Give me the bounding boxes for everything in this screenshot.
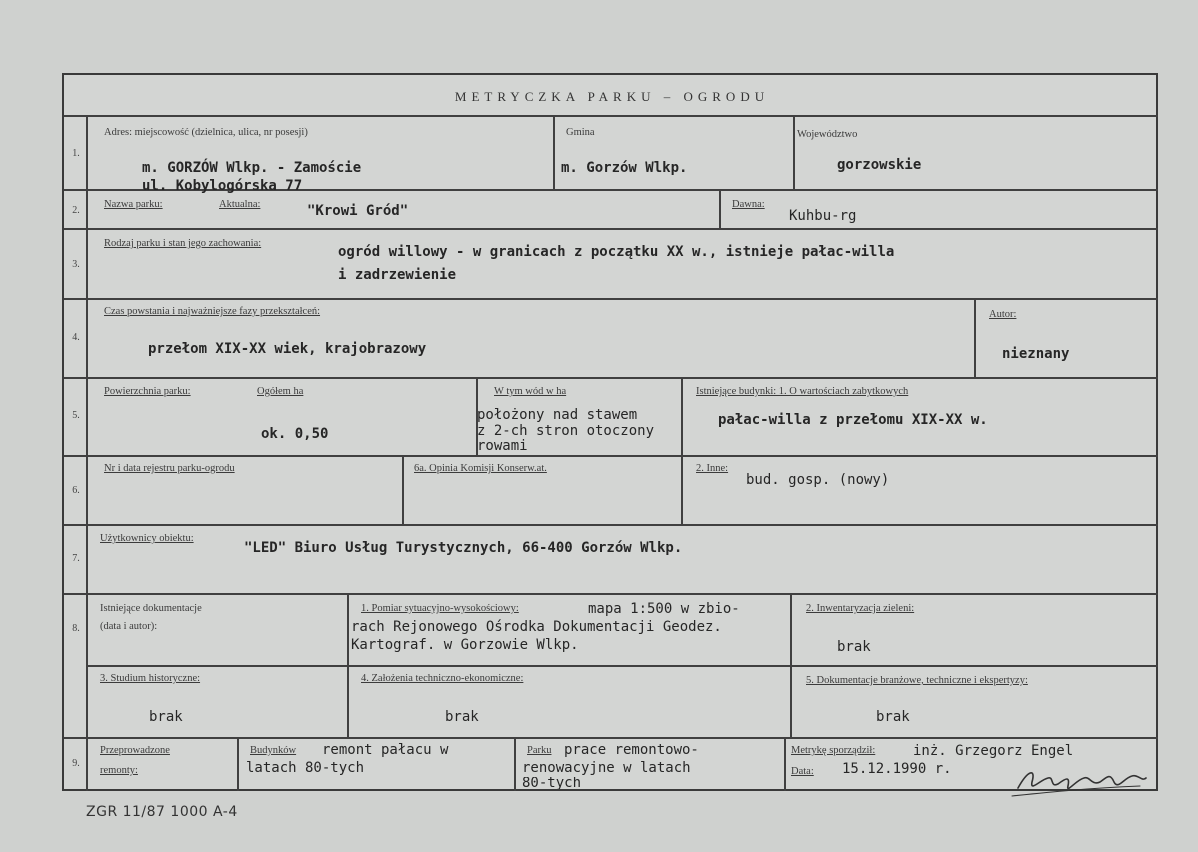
- row-divider: [64, 298, 1158, 300]
- branch-docs-value: brak: [876, 709, 910, 725]
- col-divider: [974, 298, 976, 377]
- number-column-divider: [86, 115, 88, 791]
- other-buildings-label: 2. Inne:: [696, 463, 729, 474]
- col-divider: [514, 737, 516, 791]
- branch-docs-label: 5. Dokumentacje branżowe, techniczne i ekspertyzy:: [806, 675, 1028, 686]
- tech-economic-value: brak: [445, 709, 479, 725]
- row-number: 1.: [72, 148, 80, 159]
- greenery-inventory-value: brak: [837, 639, 871, 655]
- survey-label: 1. Pomiar sytuacyjno-wysokościowy:: [361, 603, 519, 614]
- survey-line-2: rach Rejonowego Ośrodka Dokumentacji Geodez.: [351, 619, 722, 635]
- col-divider: [719, 189, 721, 228]
- row-divider: [64, 455, 1158, 457]
- total-area-value: ok. 0,50: [261, 426, 329, 442]
- author-label: Autor:: [989, 309, 1017, 320]
- greenery-inventory-label: 2. Inwentaryzacja zieleni:: [806, 603, 915, 614]
- address-label: Adres: miejscowość (dzielnica, ulica, nr posesji): [104, 127, 308, 138]
- date-label: Data:: [791, 766, 814, 777]
- form-code-footer: ZGR 11/87 1000 A-4: [86, 804, 238, 820]
- voivodeship-label: Województwo: [797, 129, 858, 140]
- current-name-label: Aktualna:: [219, 199, 261, 210]
- date-value: 15.12.1990 r.: [842, 761, 952, 777]
- row-divider: [64, 377, 1158, 379]
- park-renov-line-1: prace remontowo-: [564, 742, 699, 758]
- row-number: 6.: [72, 485, 80, 496]
- col-divider: [237, 737, 239, 791]
- card-title: METRYCZKA PARKU – OGRODU: [454, 89, 770, 104]
- park-renov-label: Parku: [527, 745, 552, 756]
- tech-economic-label: 4. Założenia techniczno-ekonomiczne:: [361, 673, 524, 684]
- row-divider: [64, 737, 1158, 739]
- prepared-by-label: Metrykę sporządził:: [791, 745, 876, 756]
- col-divider: [402, 455, 404, 524]
- historical-study-label: 3. Studium historyczne:: [100, 673, 201, 684]
- renovations-label: Przeprowadzone: [100, 745, 170, 756]
- buildings-renov-line-2: latach 80-tych: [246, 760, 365, 776]
- col-divider: [790, 593, 792, 737]
- col-divider: [793, 115, 795, 189]
- park-renov-line-2: renowacyjne w latach: [522, 760, 691, 776]
- former-name-value: Kuhbu-rg: [789, 208, 857, 224]
- gmina-value: m. Gorzów Wlkp.: [561, 160, 688, 176]
- col-divider: [681, 455, 683, 524]
- prepared-by-value: inż. Grzegorz Engel: [913, 743, 1074, 759]
- water-area-label: W tym wód w ha: [494, 386, 567, 397]
- conservator-opinion-label: 6a. Opinia Komisji Konserw.at.: [414, 463, 547, 474]
- buildings-renov-line-1: remont pałacu w: [322, 742, 449, 758]
- row-number: 3.: [72, 259, 80, 270]
- park-type-line-2: i zadrzewienie: [338, 267, 457, 283]
- park-renov-line-3: 80-tych: [522, 777, 582, 789]
- creation-time-value: przełom XIX-XX wiek, krajobrazowy: [148, 341, 427, 357]
- address-line-2: ul. Kobylogórska 77: [142, 178, 303, 194]
- other-buildings-value: bud. gosp. (nowy): [746, 472, 890, 488]
- existing-buildings-label: Istniejące budynki: 1. O wartościach zabytkowych: [696, 386, 909, 397]
- row-number: 7.: [72, 553, 80, 564]
- row-number: 8.: [72, 623, 80, 634]
- row-divider: [86, 665, 1158, 667]
- former-name-label: Dawna:: [732, 199, 765, 210]
- handwritten-signature: [1010, 758, 1150, 803]
- creation-time-label: Czas powstania i najważniejsze fazy przekształceń:: [104, 306, 321, 317]
- survey-line-1: mapa 1:500 w zbio-: [588, 601, 740, 617]
- col-divider: [784, 737, 786, 791]
- col-divider: [553, 115, 555, 189]
- row-divider: [64, 524, 1158, 526]
- voivodeship-value: gorzowskie: [837, 157, 922, 173]
- row-divider: [64, 228, 1158, 230]
- historical-study-value: brak: [149, 709, 183, 725]
- buildings-renov-label: Budynków: [250, 745, 297, 756]
- park-name-label: Nazwa parku:: [104, 199, 163, 210]
- row-number: 5.: [72, 410, 80, 421]
- register-label: Nr i data rejestru parku-ogrodu: [104, 463, 235, 474]
- row-number: 2.: [72, 205, 80, 216]
- park-type-label: Rodzaj parku i stan jego zachowania:: [104, 238, 262, 249]
- users-label: Użytkownicy obiektu:: [100, 533, 194, 544]
- existing-docs-sublabel: (data i autor):: [100, 621, 158, 632]
- gmina-label: Gmina: [566, 127, 595, 138]
- water-line-2: z 2-ch stron otoczony: [477, 423, 655, 439]
- renovations-sublabel: remonty:: [100, 765, 138, 776]
- col-divider: [347, 593, 349, 737]
- row-number: 9.: [72, 758, 80, 769]
- park-area-label: Powierzchnia parku:: [104, 386, 191, 397]
- park-record-card: [62, 73, 1158, 791]
- survey-line-3: Kartograf. w Gorzowie Wlkp.: [351, 637, 579, 653]
- existing-docs-label: Istniejące dokumentacje: [100, 603, 202, 614]
- water-line-1: położony nad stawem: [477, 407, 638, 423]
- col-divider: [681, 377, 683, 455]
- address-line-1: m. GORZÓW Wlkp. - Zamoście: [142, 160, 362, 176]
- row-divider: [64, 593, 1158, 595]
- existing-buildings-value: pałac-willa z przełomu XIX-XX w.: [718, 412, 988, 428]
- current-name-value: "Krowi Gród": [307, 203, 409, 219]
- park-type-line-1: ogród willowy - w granicach z początku XX w., istnieje pałac-willa: [338, 244, 895, 260]
- author-value: nieznany: [1002, 346, 1070, 362]
- total-area-label: Ogółem ha: [257, 386, 304, 397]
- water-line-3: rowami: [477, 439, 528, 453]
- users-value: "LED" Biuro Usług Turystycznych, 66-400 Gorzów Wlkp.: [244, 540, 683, 556]
- row-divider: [64, 115, 1158, 117]
- row-number: 4.: [72, 332, 80, 343]
